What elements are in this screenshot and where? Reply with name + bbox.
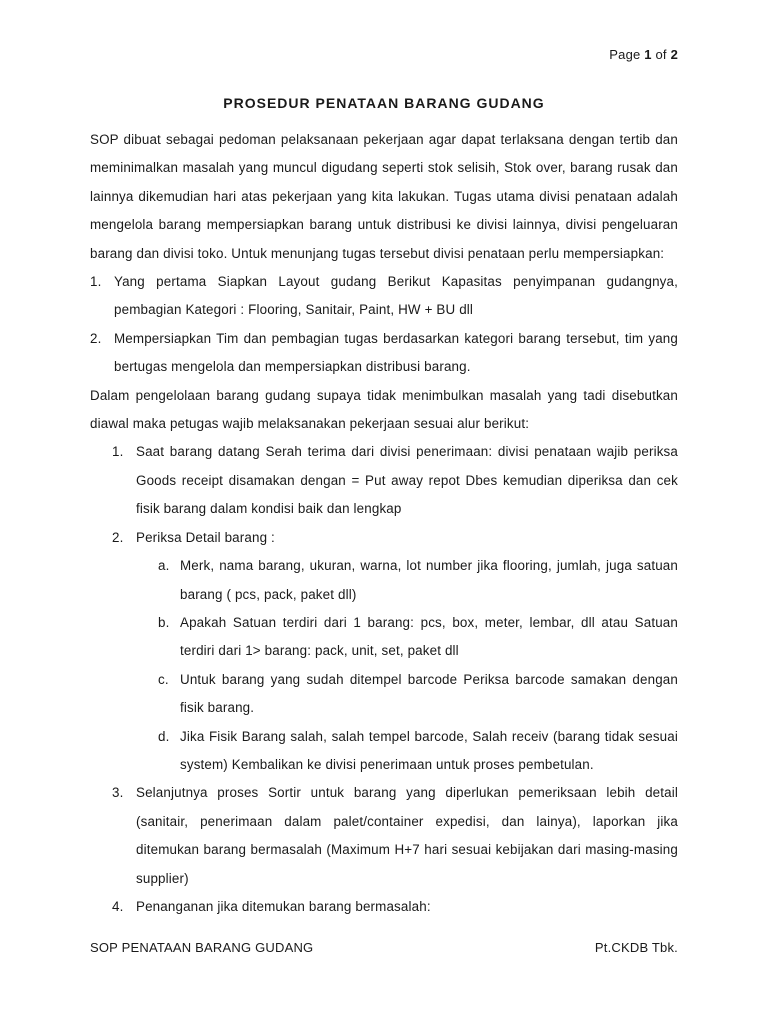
- preparation-item: [90, 325, 678, 382]
- checklist-item: [136, 552, 678, 609]
- step-text: Saat barang datang Serah terima dari divisi penerimaan: divisi penataan wajib periksa Goods receipt disamakan dengan = Put away repot Dbes kemudian diperiksa dan cek fisik barang dalam kondisi baik dan lengkap: [136, 444, 678, 517]
- checklist-text: Apakah Satuan terdiri dari 1 barang: pcs, box, meter, lembar, dll atau Satuan terdiri dari 1> barang: pack, unit, set, paket dll: [180, 614, 678, 659]
- step-text: Selanjutnya proses Sortir untuk barang yang diperlukan pemeriksaan lebih detail (sanitair, penerimaan dalam palet/container expedisi, dan lainya), laporkan jika ditemukan barang bermasalah (Maximum H+7 hari sesuai kebijakan dari masing-masing supplier): [136, 785, 678, 886]
- checklist-text: Merk, nama barang, ukuran, warna, lot number jika flooring, jumlah, juga satuan barang ( pcs, pack, paket dll): [180, 558, 678, 602]
- checklist-letter: b.: [158, 614, 170, 630]
- page-total: 2: [670, 47, 678, 62]
- step-text: Periksa Detail barang :: [136, 529, 275, 545]
- checklist-text: Jika Fisik Barang salah, salah tempel barcode, Salah receiv (barang tidak sesuai system) Kembalikan ke divisi penerimaan untuk proses pembetulan.: [180, 728, 678, 772]
- step-number: 1.: [112, 444, 124, 460]
- detail-checklist: [136, 552, 678, 779]
- step-number: 3.: [112, 785, 124, 801]
- list-item-text: Yang pertama Siapkan Layout gudang Berikut Kapasitas penyimpanan gudangnya, pembagian Kategori : Flooring, Sanitair, Paint, HW + BU dll: [114, 274, 678, 318]
- checklist-item: [136, 666, 678, 723]
- document-body: [90, 126, 678, 921]
- checklist-letter: a.: [158, 558, 170, 574]
- checklist-letter: d.: [158, 728, 170, 744]
- footer-document-title: SOP PENATAAN BARANG GUDANG: [90, 940, 314, 955]
- step-text: Penanganan jika ditemukan barang bermasalah:: [136, 898, 431, 914]
- list-number: 1.: [90, 274, 102, 290]
- procedure-steps: [90, 438, 678, 921]
- checklist-item: [136, 723, 678, 780]
- checklist-text: Untuk barang yang sudah ditempel barcode Periksa barcode samakan dengan fisik barang.: [180, 671, 678, 716]
- page-label: Page: [609, 47, 641, 62]
- step-number: 2.: [112, 529, 124, 545]
- page-number: [609, 47, 678, 62]
- document-title: PROSEDUR PENATAAN BARANG GUDANG: [223, 95, 545, 111]
- footer-company-name: Pt.CKDB Tbk.: [594, 940, 678, 955]
- page-current: 1: [644, 47, 652, 62]
- procedure-step: [90, 524, 678, 780]
- preparation-list: [90, 268, 678, 382]
- page-of: of: [655, 47, 667, 62]
- list-item-text: Mempersiapkan Tim dan pembagian tugas berdasarkan kategori barang tersebut, tim yang bertugas mengelola dan mempersiapkan distribusi barang.: [114, 330, 678, 375]
- checklist-letter: c.: [158, 671, 169, 687]
- preparation-item: [90, 268, 678, 325]
- procedure-step: [90, 438, 678, 523]
- checklist-item: [136, 609, 678, 666]
- procedure-step: [90, 779, 678, 893]
- intro-paragraph: SOP dibuat sebagai pedoman pelaksanaan pekerjaan agar dapat terlaksana dengan tertib dan meminimalkan masalah yang muncul digudang seperti stok selisih, Stok over, barang rusak dan lainnya dikemudian hari atas pekerjaan yang kita lakukan. Tugas utama divisi penataan adalah mengelola barang mempersiapkan barang untuk distribusi ke divisi lainnya, divisi pengeluaran barang dan divisi toko. Untuk menunjang tugas tersebut divisi penataan perlu mempersiapkan:: [90, 132, 678, 261]
- list-number: 2.: [90, 330, 102, 346]
- procedure-step: [90, 893, 678, 921]
- step-number: 4.: [112, 898, 124, 914]
- flow-intro-paragraph: Dalam pengelolaan barang gudang supaya tidak menimbulkan masalah yang tadi disebutkan diawal maka petugas wajib melaksanakan pekerjaan sesuai alur berikut:: [90, 387, 678, 432]
